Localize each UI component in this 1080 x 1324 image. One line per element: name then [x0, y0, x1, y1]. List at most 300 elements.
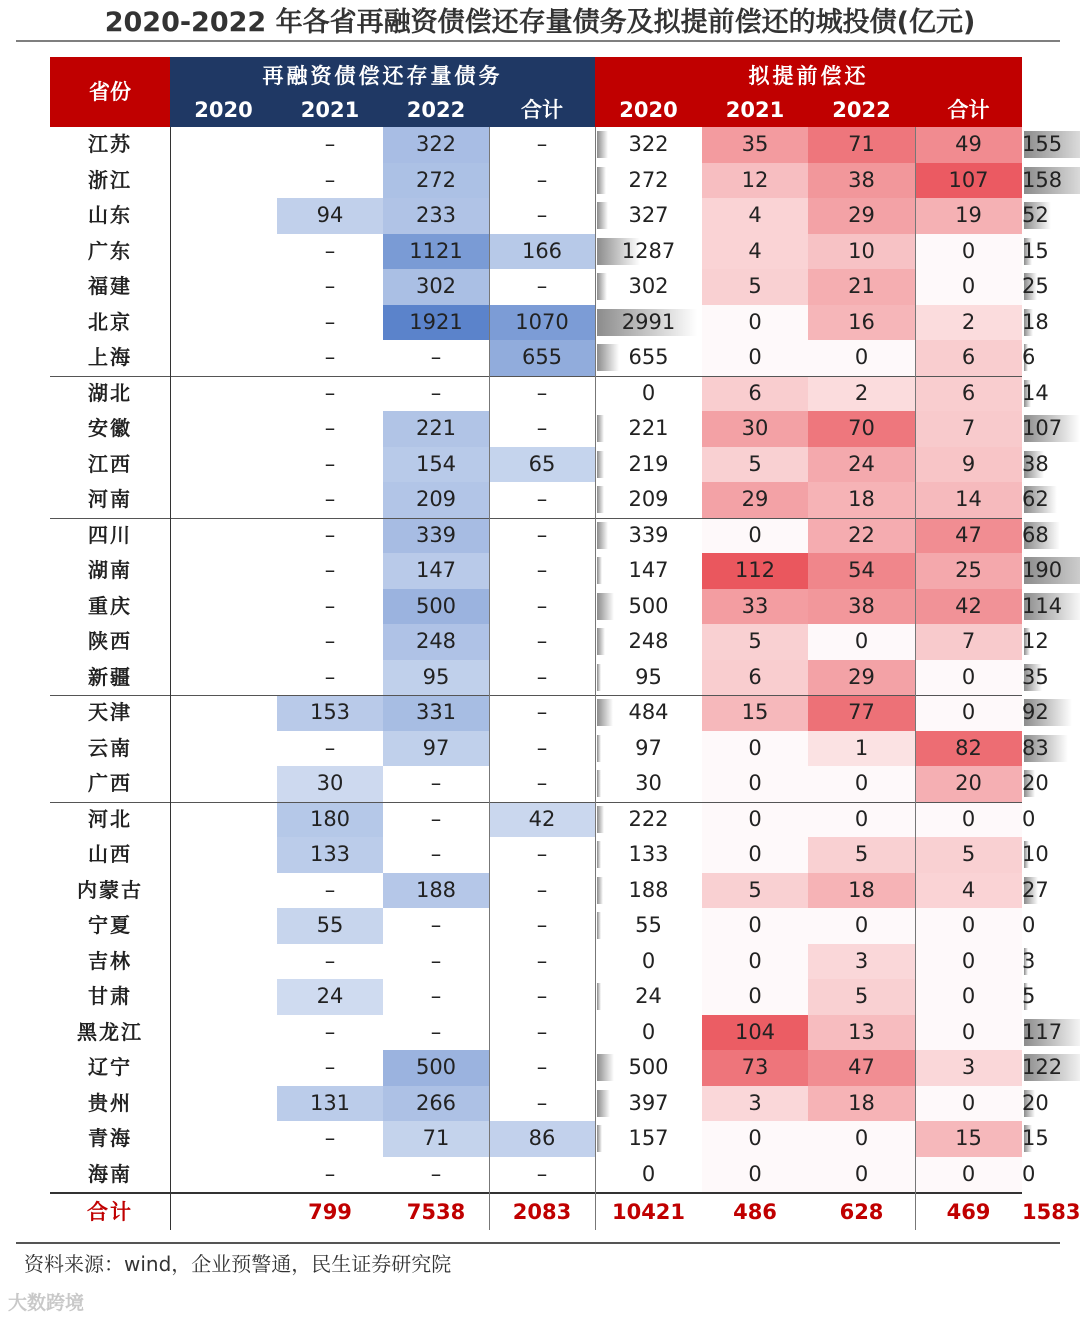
cell-value: 5 — [961, 842, 976, 866]
early-cell — [915, 624, 1022, 660]
total-bar — [597, 522, 608, 549]
early-cell — [915, 695, 1022, 731]
cell-value: 4 — [961, 877, 976, 902]
refinance-cell — [489, 944, 595, 980]
province-label: 甘肃 — [88, 984, 132, 1008]
table-row — [50, 376, 1049, 412]
cell-value: 157 — [628, 1126, 669, 1150]
province-label: 广东 — [88, 238, 132, 263]
cell-value: – — [536, 380, 548, 405]
refinance-cell — [277, 1015, 383, 1051]
cell-value: 628 — [839, 1200, 884, 1224]
cell-value: 155 — [1022, 132, 1063, 156]
refinance-cell — [489, 127, 595, 163]
cell-value: – — [536, 1019, 548, 1044]
early-cell — [702, 624, 808, 660]
cell-value: 1921 — [409, 309, 463, 334]
cell-value: 77 — [848, 700, 875, 724]
cell-value: 233 — [415, 203, 457, 227]
early-total-cell — [1022, 376, 1049, 412]
early-cell — [808, 482, 915, 518]
cell-value: – — [536, 558, 548, 582]
cell-value: 24 — [635, 984, 662, 1008]
refinance-cell — [489, 198, 595, 234]
cell-value: 49 — [955, 132, 982, 156]
cell-value: – — [536, 522, 548, 547]
header-province: 省份 — [50, 57, 170, 127]
cell-value: 147 — [415, 558, 457, 582]
cell-value: 500 — [628, 1055, 669, 1079]
cell-value: 147 — [628, 558, 669, 582]
refinance-cell — [383, 908, 489, 944]
refinance-cell — [383, 589, 489, 625]
refinance-cell — [489, 411, 595, 447]
total-bar — [597, 451, 604, 478]
cell-value: 327 — [628, 203, 669, 227]
refinance-cell — [489, 1086, 595, 1122]
refinance-total-cell — [595, 1050, 702, 1086]
early-cell — [808, 766, 915, 802]
refinance-cell — [277, 766, 383, 802]
province-label: 河北 — [88, 806, 132, 831]
cell-value: 248 — [415, 629, 457, 653]
cell-value: 7 — [961, 629, 976, 653]
province-label: 江苏 — [88, 132, 132, 156]
cell-value: 266 — [415, 1090, 457, 1115]
early-total-cell — [1022, 979, 1035, 1015]
early-cell — [702, 837, 808, 873]
cell-value: 20 — [955, 771, 982, 795]
cell-value: 14 — [1022, 380, 1049, 405]
table-row — [50, 518, 1049, 554]
province-label: 四川 — [88, 522, 132, 547]
early-cell — [808, 908, 915, 944]
early-cell — [808, 1157, 915, 1193]
cell-value: 3 — [961, 1055, 976, 1079]
early-cell — [808, 731, 915, 767]
early-cell — [915, 482, 1022, 518]
column-separator — [595, 127, 596, 1230]
cell-value: – — [324, 416, 336, 440]
refinance-cell — [383, 553, 489, 589]
refinance-total-cell — [595, 198, 702, 234]
early-cell — [808, 979, 915, 1015]
early-cell — [915, 234, 1022, 270]
header-ref-2022: 2022 — [383, 92, 489, 127]
refinance-total-cell — [595, 979, 702, 1015]
refinance-cell — [489, 731, 595, 767]
early-cell — [915, 766, 1022, 802]
cell-value: 331 — [415, 700, 457, 724]
refinance-cell — [277, 305, 383, 341]
cell-value: 469 — [946, 1200, 991, 1224]
cell-value: 0 — [1022, 806, 1036, 831]
cell-value: 9 — [961, 451, 976, 476]
cell-value: 15 — [955, 1126, 982, 1150]
page-title: 2020-2022 年各省再融资债偿还存量债务及拟提前偿还的城投债(亿元) — [104, 7, 976, 38]
cell-value: 2991 — [621, 309, 676, 334]
total-refinance-cell — [383, 1192, 489, 1230]
refinance-cell — [277, 127, 383, 163]
cell-value: 18 — [848, 1090, 875, 1115]
early-total-cell — [1022, 731, 1049, 767]
cell-value: – — [324, 345, 336, 369]
table-row — [50, 447, 1049, 483]
table-row — [50, 766, 1049, 802]
early-cell — [915, 873, 1022, 909]
early-cell — [808, 127, 915, 163]
refinance-cell — [277, 1050, 383, 1086]
early-total-cell — [1022, 837, 1049, 873]
cell-value: – — [536, 735, 548, 760]
refinance-cell — [489, 1015, 595, 1051]
cell-value: 5 — [854, 842, 869, 866]
province-label: 上海 — [88, 345, 132, 369]
cell-value: 0 — [641, 1019, 656, 1044]
refinance-cell — [383, 837, 489, 873]
total-bar — [597, 912, 601, 939]
title-divider — [16, 40, 1060, 42]
refinance-cell — [489, 1157, 595, 1193]
table-row — [50, 1015, 1063, 1051]
cell-value: 0 — [961, 984, 976, 1008]
column-separator — [489, 127, 490, 1230]
refinance-total-cell — [595, 1121, 702, 1157]
early-cell — [808, 1086, 915, 1122]
total-refinance-cell — [277, 1192, 383, 1230]
cell-value: 83 — [1022, 735, 1049, 760]
refinance-cell — [383, 305, 489, 341]
cell-value: 131 — [309, 1090, 351, 1115]
early-total-cell — [1022, 1015, 1062, 1051]
early-cell — [808, 1050, 915, 1086]
cell-value: – — [430, 842, 442, 866]
refinance-cell — [277, 482, 383, 518]
cell-value: 15 — [741, 700, 769, 724]
province-label: 云南 — [88, 735, 132, 760]
total-bar — [597, 628, 605, 655]
cell-value: 24 — [316, 984, 344, 1008]
province-label: 海南 — [88, 1161, 132, 1186]
cell-value: – — [324, 132, 336, 156]
early-cell — [702, 305, 808, 341]
cell-value: 0 — [641, 948, 656, 973]
early-cell — [915, 447, 1022, 483]
total-bar — [597, 202, 608, 229]
early-cell — [702, 589, 808, 625]
early-cell — [702, 1121, 808, 1157]
cell-value: – — [536, 700, 548, 724]
province-label: 江西 — [88, 451, 132, 476]
cell-value: 55 — [316, 913, 344, 937]
refinance-total-cell — [595, 411, 702, 447]
refinance-cell — [277, 837, 383, 873]
cell-value: 73 — [741, 1055, 769, 1079]
cell-value: 6 — [748, 664, 762, 689]
cell-value: 20 — [1022, 1090, 1049, 1115]
refinance-total-cell — [595, 305, 702, 341]
cell-value: 29 — [848, 664, 875, 689]
cell-value: – — [324, 487, 336, 511]
refinance-cell — [489, 979, 595, 1015]
cell-value: 339 — [628, 522, 669, 547]
refinance-total-cell — [595, 944, 702, 980]
cell-value: 0 — [961, 274, 976, 298]
refinance-cell — [277, 873, 383, 909]
refinance-total-cell — [595, 376, 702, 412]
early-cell — [702, 518, 808, 554]
early-cell — [702, 1050, 808, 1086]
cell-value: – — [324, 558, 336, 582]
cell-value: – — [536, 1055, 548, 1079]
early-cell — [915, 1157, 1022, 1193]
cell-value: 5 — [748, 877, 762, 902]
table-row — [50, 269, 1049, 305]
cell-value: 30 — [741, 416, 769, 440]
total-bar — [597, 1125, 602, 1152]
cell-value: 10 — [1022, 842, 1049, 866]
cell-value: – — [324, 593, 336, 618]
early-total-cell — [1022, 589, 1062, 625]
refinance-cell — [383, 1086, 489, 1122]
refinance-cell — [277, 518, 383, 554]
cell-value: 500 — [415, 593, 457, 618]
cell-value: 272 — [628, 167, 669, 192]
cell-value: 0 — [748, 1126, 762, 1150]
cell-value: 55 — [635, 913, 662, 937]
cell-value: 219 — [628, 451, 669, 476]
refinance-cell — [277, 340, 383, 376]
total-early-cell — [808, 1192, 915, 1230]
cell-value: 82 — [955, 735, 982, 760]
cell-value: – — [430, 345, 442, 369]
refinance-cell — [383, 269, 489, 305]
total-bar — [597, 415, 604, 442]
header-early-2021: 2021 — [702, 92, 808, 127]
table-row — [50, 305, 1049, 341]
refinance-cell — [277, 269, 383, 305]
cell-value: 0 — [748, 948, 762, 973]
early-cell — [808, 376, 915, 412]
cell-value: 0 — [961, 948, 976, 973]
refinance-cell — [489, 376, 595, 412]
total-bar — [597, 983, 601, 1010]
cell-value: – — [536, 274, 548, 298]
refinance-cell — [277, 376, 383, 412]
refinance-cell — [383, 695, 489, 731]
cell-value: – — [324, 1126, 336, 1150]
early-total-cell — [1022, 411, 1062, 447]
refinance-total-cell — [595, 1157, 702, 1193]
cell-value: 0 — [961, 700, 976, 724]
total-bar — [597, 735, 601, 762]
header-early-2022: 2022 — [808, 92, 915, 127]
early-cell — [915, 376, 1022, 412]
cell-value: 0 — [1022, 1161, 1036, 1186]
province-label: 天津 — [88, 700, 132, 724]
cell-value: – — [324, 1019, 336, 1044]
province-label: 吉林 — [88, 948, 132, 973]
cell-value: – — [536, 877, 548, 902]
cell-value: 302 — [628, 274, 669, 298]
cell-value: 10421 — [611, 1200, 686, 1224]
refinance-cell — [277, 234, 383, 270]
cell-value: 38 — [848, 167, 875, 192]
cell-value: – — [430, 806, 442, 831]
cell-value: 62 — [1022, 487, 1049, 511]
refinance-cell — [383, 802, 489, 838]
early-total-cell — [1022, 660, 1049, 696]
refinance-cell — [383, 660, 489, 696]
table-row — [50, 589, 1063, 625]
refinance-cell — [489, 269, 595, 305]
province-label: 重庆 — [88, 593, 132, 618]
cell-value: 4 — [748, 238, 762, 263]
cell-value: – — [324, 664, 336, 689]
early-cell — [915, 1015, 1022, 1051]
early-cell — [808, 660, 915, 696]
early-cell — [702, 234, 808, 270]
cell-value: 86 — [528, 1126, 556, 1150]
cell-value: 133 — [628, 842, 669, 866]
cell-value: 2083 — [512, 1200, 572, 1224]
cell-value: 5 — [1022, 984, 1036, 1008]
cell-value: 6 — [961, 345, 976, 369]
cell-value: 117 — [1022, 1019, 1063, 1044]
watermark-logo: 大数跨境 — [8, 1292, 85, 1314]
refinance-cell — [383, 411, 489, 447]
table-row — [50, 624, 1049, 660]
cell-value: 5 — [748, 274, 762, 298]
cell-value: – — [536, 487, 548, 511]
early-cell — [702, 1015, 808, 1051]
cell-value: 42 — [955, 593, 982, 618]
province-label: 青海 — [88, 1126, 132, 1150]
table-body — [50, 127, 1080, 1230]
cell-value: 0 — [961, 1090, 976, 1115]
total-bar — [597, 841, 601, 868]
cell-value: 0 — [961, 238, 976, 263]
province-label: 山东 — [88, 203, 132, 227]
header-row-years — [50, 92, 1022, 127]
table-row — [50, 234, 1049, 270]
refinance-cell — [277, 1086, 383, 1122]
province-label: 湖南 — [88, 558, 132, 582]
cell-value: 114 — [1022, 593, 1063, 618]
cell-value: 209 — [415, 487, 457, 511]
cell-value: 112 — [734, 558, 776, 582]
cell-value: 47 — [848, 1055, 875, 1079]
cell-value: 27 — [1022, 877, 1049, 902]
early-total-cell — [1022, 802, 1035, 838]
cell-value: – — [430, 380, 442, 405]
cell-value: 188 — [628, 877, 669, 902]
cell-value: 180 — [309, 806, 351, 831]
refinance-cell — [277, 731, 383, 767]
early-cell — [808, 198, 915, 234]
cell-value: 20 — [1022, 771, 1049, 795]
cell-value: 97 — [422, 735, 450, 760]
total-early-cell — [1022, 1192, 1080, 1230]
refinance-cell — [277, 908, 383, 944]
total-bar — [597, 344, 619, 371]
cell-value: 35 — [741, 132, 769, 156]
cell-value: 6 — [748, 380, 762, 405]
cell-value: 1070 — [515, 309, 569, 334]
early-cell — [915, 411, 1022, 447]
cell-value: – — [324, 309, 336, 334]
total-bar — [597, 699, 613, 726]
cell-value: 0 — [961, 664, 976, 689]
cell-value: 7 — [961, 416, 976, 440]
table-row — [50, 731, 1049, 767]
refinance-cell — [489, 624, 595, 660]
early-cell — [702, 127, 808, 163]
refinance-cell — [383, 944, 489, 980]
total-bar — [597, 664, 601, 691]
refinance-total-cell — [595, 908, 702, 944]
refinance-cell — [277, 553, 383, 589]
cell-value: 0 — [854, 629, 869, 653]
cell-value: 68 — [1022, 522, 1049, 547]
early-cell — [702, 163, 808, 199]
table-row — [50, 802, 1036, 838]
cell-value: – — [536, 984, 548, 1008]
early-total-cell — [1022, 447, 1049, 483]
cell-value: 190 — [1022, 558, 1063, 582]
cell-value: 0 — [748, 1161, 762, 1186]
early-cell — [808, 447, 915, 483]
table-row — [50, 908, 1036, 944]
cell-value: – — [536, 1090, 548, 1115]
province-label: 内蒙古 — [77, 877, 143, 902]
header-group-refinance: 再融资债偿还存量债务 — [170, 57, 595, 92]
early-cell — [915, 198, 1022, 234]
refinance-total-cell — [595, 1086, 702, 1122]
cell-value: – — [536, 1161, 548, 1186]
early-cell — [702, 944, 808, 980]
table-row — [50, 482, 1049, 518]
early-cell — [915, 1086, 1022, 1122]
table-row — [50, 837, 1049, 873]
cell-value: 2 — [854, 380, 869, 405]
province-label: 浙江 — [88, 167, 132, 192]
refinance-cell — [489, 553, 595, 589]
early-total-cell — [1022, 234, 1049, 270]
cell-value: – — [536, 167, 548, 192]
refinance-cell — [277, 1157, 383, 1193]
refinance-total-cell — [595, 660, 702, 696]
cell-value: 4 — [748, 203, 762, 227]
cell-value: 7538 — [406, 1200, 466, 1224]
province-label: 宁夏 — [88, 913, 132, 937]
debt-table — [50, 57, 1080, 1230]
refinance-cell — [489, 837, 595, 873]
refinance-total-cell — [595, 553, 702, 589]
cell-value: 18 — [848, 877, 875, 902]
cell-value: 0 — [748, 771, 762, 795]
cell-value: 339 — [415, 522, 457, 547]
early-total-cell — [1022, 127, 1062, 163]
refinance-cell — [489, 766, 595, 802]
early-total-cell — [1022, 305, 1049, 341]
cell-value: 799 — [308, 1200, 352, 1224]
cell-value: 35 — [1022, 664, 1049, 689]
header-ref-total: 合计 — [489, 92, 595, 127]
early-cell — [702, 376, 808, 412]
total-bar — [597, 593, 614, 620]
refinance-total-cell — [595, 340, 702, 376]
